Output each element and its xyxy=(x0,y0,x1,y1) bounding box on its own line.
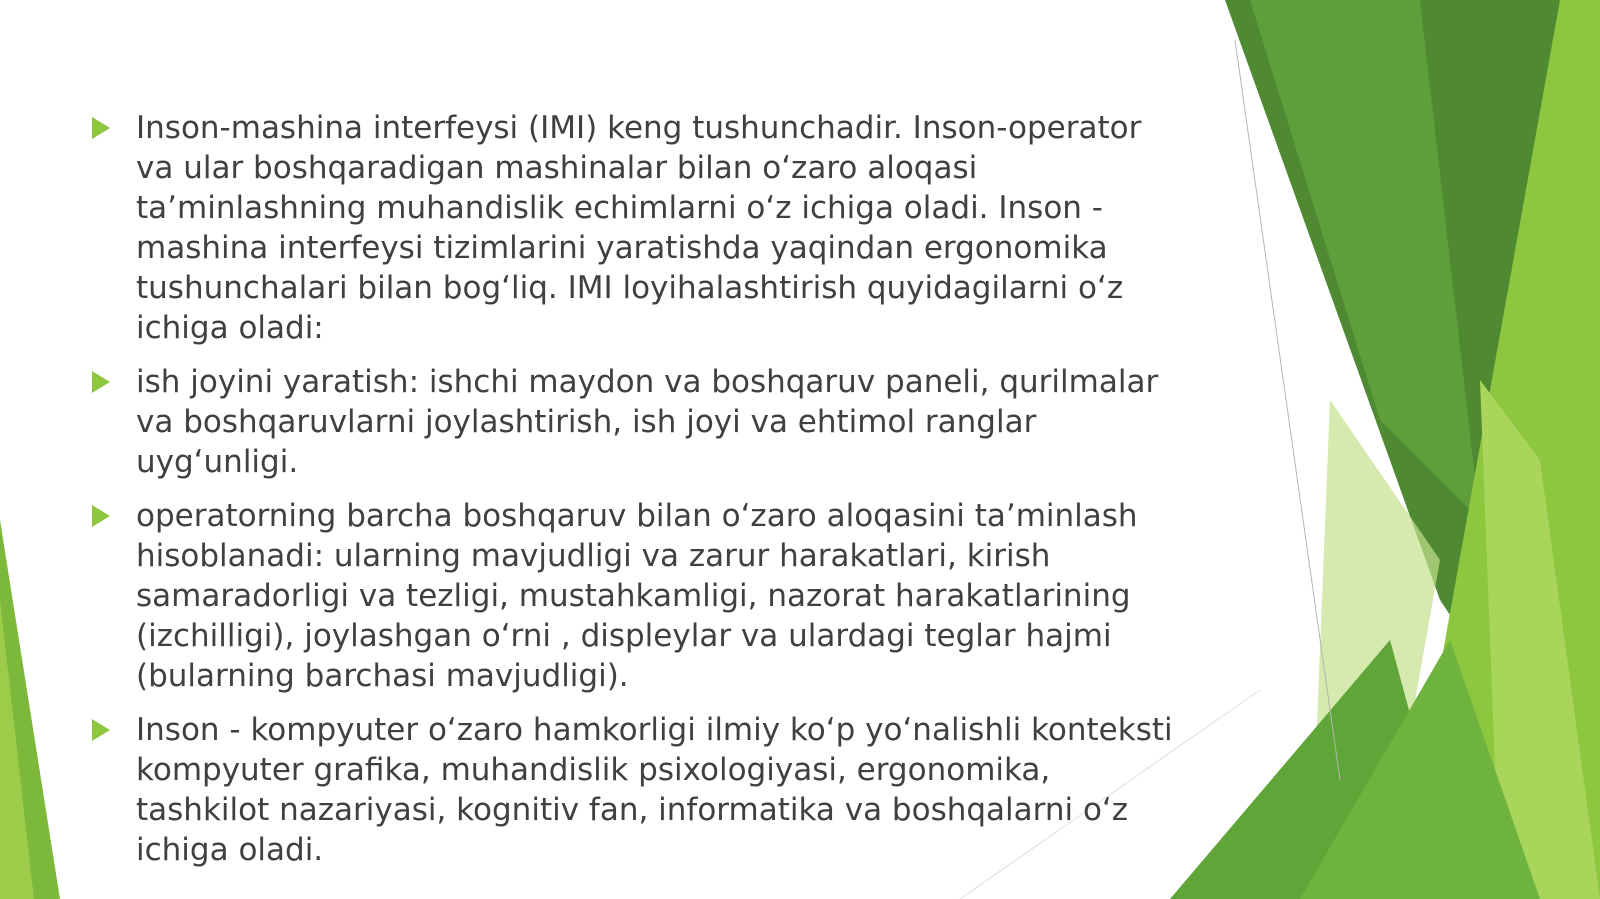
bullet-text: Inson - kompyuter oʻzaro hamkorligi ilmiy koʻp yoʻnalishli konteksti kompyuter grafika, muhandislik psixologiyasi, ergonomika, tashkilot nazariyasi, kognitiv fan, informatika va boshqalarni oʻz ichiga oladi. xyxy=(136,712,1173,868)
bullet-text: Inson-mashina interfeysi (IMI) keng tushunchadir. Inson-operator va ular boshqaradigan mashinalar bilan oʻzaro aloqasi taʼminlashning muhandislik echimlarni oʻz ichiga oladi. Inson - mashina interfeysi tizimlarini yaratishda yaqindan ergonomika tushunchalari bilan bogʻliq. IMI loyihalashtirish quyidagilarni oʻz ichiga oladi: xyxy=(136,110,1142,346)
triangle-bullet-icon xyxy=(92,719,110,741)
bullet-text: ish joyini yaratish: ishchi maydon va boshqaruv paneli, qurilmalar va boshqaruvlarni joylashtirish, ish joyi va ehtimol ranglar uygʻunligi. xyxy=(136,364,1159,480)
triangle-bullet-icon xyxy=(92,371,110,393)
list-item xyxy=(90,710,1180,870)
bullet-text: operatorning barcha boshqaruv bilan oʻzaro aloqasini taʼminlash hisoblanadi: ularning mavjudligi va zarur harakatlari, kirish samaradorligi va tezligi, mustahkamligi, nazorat harakatlarining (izchilligi), joylashgan oʻrni , displeylar va ulardagi teglar hajmi (bularning barchasi mavjudligi). xyxy=(136,498,1138,694)
triangle-bullet-icon xyxy=(92,505,110,527)
list-item xyxy=(90,108,1180,348)
list-item xyxy=(90,362,1180,482)
list-item xyxy=(90,496,1180,696)
triangle-bullet-icon xyxy=(92,117,110,139)
bullet-list xyxy=(90,108,1180,884)
